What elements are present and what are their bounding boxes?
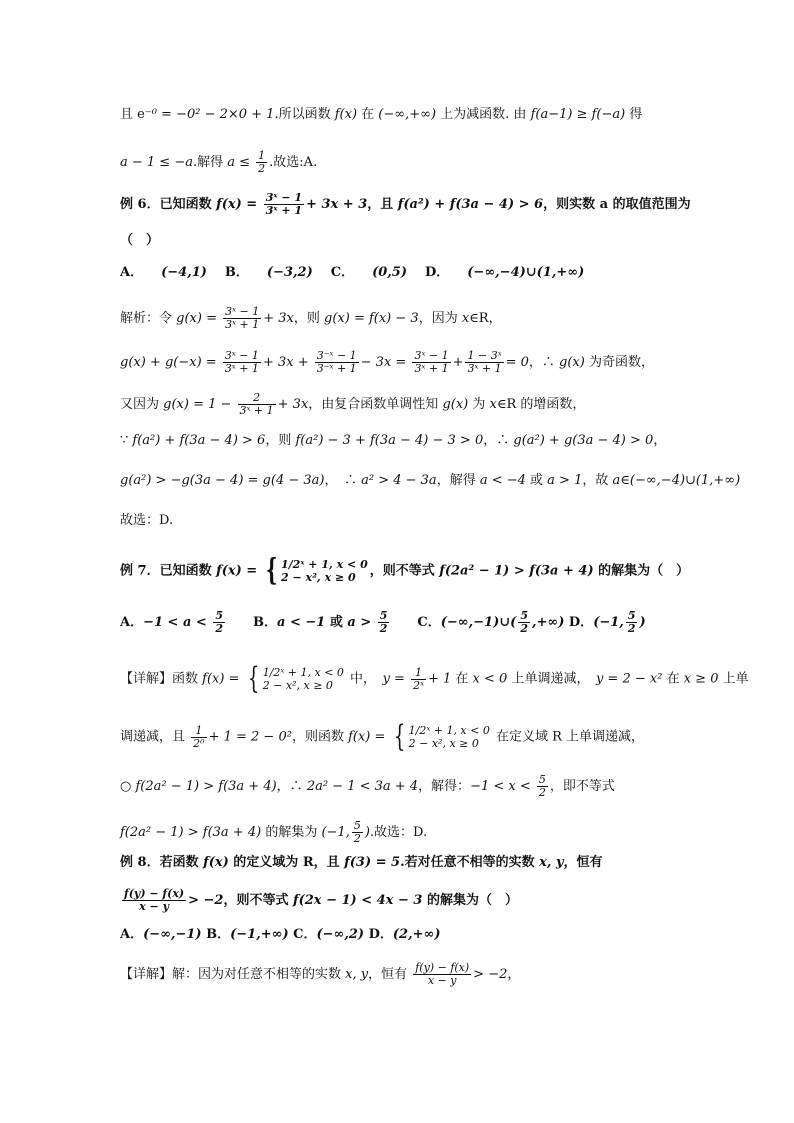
text-run: ，则不等式 xyxy=(369,563,440,579)
fraction xyxy=(191,725,206,750)
fraction xyxy=(537,774,548,799)
fraction-denominator: 2 xyxy=(627,622,636,635)
math-expression: − 3x = xyxy=(360,355,411,370)
fraction-denominator: 2 xyxy=(258,162,266,175)
fraction-numerator: 3ˣ − 1 xyxy=(225,305,260,318)
text-line-l11 xyxy=(120,512,173,530)
text-run: A． xyxy=(120,265,144,280)
text-run: ，解得 xyxy=(436,473,480,488)
text-run: ∵ xyxy=(120,433,133,448)
fraction-denominator: 3ˣ + 1 xyxy=(414,362,449,375)
math-expression: g(x) = 1 − xyxy=(163,397,236,412)
math-expression: −1 < x < xyxy=(470,779,535,794)
math-expression: a∈(−∞,−4)∪(1,+∞) xyxy=(612,473,741,488)
text-run: ，则 xyxy=(293,311,325,326)
math-expression: g(a²) + g(3a − 4) > 0 xyxy=(513,433,654,448)
text-run: 的解集为（ ） xyxy=(422,893,518,908)
fraction-denominator: 2⁰ xyxy=(193,736,205,750)
math-expression: f(x) = xyxy=(216,563,262,579)
fraction-numerator: 1 xyxy=(191,725,206,738)
text-line-l15 xyxy=(120,719,645,754)
text-line-l21 xyxy=(120,962,520,987)
fraction-numerator: 1 xyxy=(258,149,266,162)
fraction-denominator: 2 xyxy=(353,832,361,845)
math-expression: g(x) xyxy=(559,355,585,370)
fraction-denominator: 2 xyxy=(520,622,528,635)
text-run: A． xyxy=(120,615,144,630)
fraction-numerator: 5 xyxy=(627,609,636,622)
math-expression: > −2 xyxy=(188,893,224,908)
piecewise-case: 1/2ˣ + 1, x < 0 xyxy=(408,724,490,737)
math-expression: a < −4 xyxy=(479,473,526,488)
math-expression: f(x) xyxy=(203,855,229,870)
math-expression: f(x) xyxy=(334,107,358,122)
math-expression: (0,5) xyxy=(372,265,407,280)
math-expression: + 3x + 3 xyxy=(306,197,368,212)
math-expression: (−1, xyxy=(593,615,624,630)
text-run: 例 8．若函数 xyxy=(120,855,204,870)
text-run: D． xyxy=(564,615,594,630)
text-run: ，∴ xyxy=(528,355,560,370)
fraction-denominator: 3ˣ + 1 xyxy=(225,318,260,331)
fraction xyxy=(213,610,225,635)
math-expression: a − 1 ≤ −a xyxy=(120,155,193,170)
text-run: A． xyxy=(120,927,144,942)
text-run: .所以函数 xyxy=(274,107,335,122)
math-expression: f(2a² − 1) > f(3a + 4) xyxy=(120,825,262,840)
fraction xyxy=(264,192,304,217)
math-expression: (−1, xyxy=(321,825,350,840)
fraction-numerator: 5 xyxy=(520,609,528,622)
text-run: 在 xyxy=(662,671,684,687)
text-run: C． xyxy=(288,927,317,942)
math-expression: a > xyxy=(347,615,376,630)
fraction-denominator: x − y xyxy=(427,974,457,987)
fraction xyxy=(122,888,186,913)
piecewise-case: 2 − x², x ≥ 0 xyxy=(281,571,356,584)
math-expression: x, y xyxy=(539,855,564,870)
math-expression: x < 0 xyxy=(472,671,508,687)
math-expression: (−1,+∞) xyxy=(230,927,289,942)
text-run: 又因为 xyxy=(120,397,164,412)
piecewise-cases xyxy=(281,558,368,584)
text-line-l6 xyxy=(120,306,502,331)
fraction-denominator: 3⁻ˣ + 1 xyxy=(316,362,357,375)
fraction xyxy=(518,610,530,635)
text-run: ，解得： xyxy=(418,779,471,794)
fraction xyxy=(378,610,390,635)
text-run: .故选：D. xyxy=(369,825,428,840)
brace-icon: { xyxy=(247,661,259,696)
text-run: .故选:A. xyxy=(269,155,318,170)
math-expression: f(a−1) ≥ f(−a) xyxy=(530,107,626,122)
math-expression: 2a² − 1 < 3a + 4 xyxy=(306,779,419,794)
text-line-l19 xyxy=(120,888,518,913)
math-expression: x∈ xyxy=(461,311,479,326)
math-expression: f(3) = 5 xyxy=(344,855,401,870)
text-line-l13 xyxy=(120,610,646,635)
fraction-numerator: 1 − 3ˣ xyxy=(467,349,502,362)
math-expression: f(a²) − 3 + f(3a − 4) − 3 > 0 xyxy=(295,433,484,448)
text-run: R， xyxy=(478,311,502,326)
math-expression: ) xyxy=(639,615,646,630)
text-line-l8 xyxy=(120,392,585,417)
text-line-l7 xyxy=(120,350,654,375)
fraction xyxy=(626,610,638,635)
text-run: ，恒有 xyxy=(368,967,412,982)
fraction-numerator: f(y) − f(x) xyxy=(415,961,470,974)
text-run: ○ xyxy=(120,779,136,794)
math-expression: x, y xyxy=(345,967,369,982)
fraction-denominator: 2 xyxy=(215,622,223,635)
text-run: ，故 xyxy=(582,473,613,488)
text-run: C． xyxy=(330,265,355,280)
text-run: 上单 xyxy=(718,671,749,687)
fraction-denominator: 2 xyxy=(538,786,546,799)
text-run: 的解集为（ ） xyxy=(593,563,690,579)
text-run: 的解集为 xyxy=(261,825,322,840)
text-run: B． xyxy=(201,927,231,942)
fraction xyxy=(315,350,359,375)
text-run: 上为减函数. 由 xyxy=(436,107,531,122)
text-run: ，则 xyxy=(265,433,296,448)
fraction xyxy=(411,667,426,692)
piecewise-cases xyxy=(263,666,344,692)
text-line-l9 xyxy=(120,432,666,450)
fraction-denominator: 3ˣ + 1 xyxy=(224,362,259,375)
text-run: 故选：D. xyxy=(120,513,174,528)
text-run: 上单调递减， xyxy=(507,671,596,687)
math-expression: + xyxy=(452,355,464,370)
math-expression: a < −1 xyxy=(277,615,326,630)
text-run: ，∴ xyxy=(276,779,307,794)
math-expression: + 3x xyxy=(263,311,294,326)
math-expression: f(x) = xyxy=(216,197,262,212)
math-expression: (−∞,−4)∪(1,+∞) xyxy=(467,265,585,280)
math-expression: ( xyxy=(510,615,517,630)
math-expression: f(x) = xyxy=(202,671,244,687)
piecewise-case: 2 − x², x ≥ 0 xyxy=(408,737,479,750)
fraction-denominator: 2 xyxy=(379,622,388,635)
text-run: 或 xyxy=(525,473,548,488)
fraction-numerator: 5 xyxy=(379,609,388,622)
fraction xyxy=(352,820,363,845)
text-run: ，由复合函数单调性知 xyxy=(308,397,443,412)
math-expression: g(x) = f(x) − 3 xyxy=(324,311,419,326)
math-expression: f(2x − 1) < 4x − 3 xyxy=(293,893,423,908)
math-expression: y = xyxy=(382,671,410,687)
math-expression: g(x) = xyxy=(176,311,222,326)
math-expression: f(a²) + f(3a − 4) > 6 xyxy=(397,197,544,212)
fraction xyxy=(256,150,267,175)
text-run: B． xyxy=(227,615,277,630)
text-run: ，恒有 xyxy=(563,855,603,870)
text-run: ，∴ xyxy=(483,433,514,448)
fraction xyxy=(223,306,261,331)
text-run: B． xyxy=(224,265,249,280)
fraction-numerator: 5 xyxy=(215,609,223,622)
text-run: 在 xyxy=(357,107,379,122)
math-expression: (−∞,−1) xyxy=(143,927,202,942)
math-expression: f(a²) + f(3a − 4) > 6 xyxy=(132,433,266,448)
fraction xyxy=(223,350,261,375)
text-run: 【详解】解：因为对任意不相等的实数 xyxy=(120,967,346,982)
text-run: 在 xyxy=(451,671,473,687)
fraction-numerator: 3ˣ − 1 xyxy=(224,349,259,362)
math-expression: + 1 = 2 − 0² xyxy=(208,729,292,745)
text-line-l20 xyxy=(120,926,441,944)
math-expression: + 1 xyxy=(427,671,452,687)
text-run: 【详解】函数 xyxy=(120,671,203,687)
math-expression: y = 2 − x² xyxy=(595,671,663,687)
fraction-numerator: 1 xyxy=(411,667,426,680)
math-expression: x ≥ 0 xyxy=(683,671,719,687)
math-expression: (−∞,−1)∪ xyxy=(440,615,511,630)
text-run: .解得 xyxy=(192,155,228,170)
fraction-denominator: 3ˣ + 1 xyxy=(239,404,274,417)
math-expression: ,+∞) xyxy=(531,615,565,630)
text-line-l12 xyxy=(120,553,690,588)
text-run: 得 xyxy=(625,107,643,122)
piecewise-case: 1/2ˣ + 1, x < 0 xyxy=(281,558,368,571)
text-run: （ ） xyxy=(120,233,160,248)
math-expression: (−∞,+∞) xyxy=(378,107,437,122)
text-run: D． xyxy=(364,927,393,942)
fraction xyxy=(412,350,450,375)
text-run: .若对任意不相等的实数 xyxy=(400,855,540,870)
math-expression: g(a²) > −g(3a − 4) = g(4 − 3a) xyxy=(120,473,325,488)
fraction-numerator: 5 xyxy=(538,773,546,786)
text-line-l4 xyxy=(120,232,159,250)
math-expression: ⁻⁰ = −0² − 2×0 + 1 xyxy=(144,107,275,122)
text-run: ， xyxy=(507,967,521,982)
math-expression: (−4,1) xyxy=(161,265,207,280)
brace-icon: { xyxy=(265,553,278,588)
fraction-numerator: 3ˣ − 1 xyxy=(414,349,449,362)
text-run: C． xyxy=(391,615,441,630)
math-expression: (−∞,2) xyxy=(316,927,365,942)
text-line-l16 xyxy=(120,774,615,799)
math-expression: f(2a² − 1) > f(3a + 4) xyxy=(135,779,277,794)
text-run: 且 e xyxy=(120,107,145,122)
math-expression: f(x) = xyxy=(348,729,390,745)
brace-icon: { xyxy=(393,719,405,754)
piecewise-case: 2 − x², x ≥ 0 xyxy=(262,679,333,692)
math-expression: g(x) xyxy=(442,397,469,412)
math-expression: a² > 4 − 3a xyxy=(361,473,437,488)
fraction-numerator: f(y) − f(x) xyxy=(124,887,185,900)
text-run: 解析：令 xyxy=(120,311,177,326)
text-run: 调递减，且 xyxy=(120,729,190,745)
fraction xyxy=(413,962,471,987)
fraction-numerator: 5 xyxy=(353,819,361,832)
fraction-denominator: 3ˣ + 1 xyxy=(467,362,502,375)
text-line-l3 xyxy=(120,192,691,217)
text-line-l2 xyxy=(120,150,317,175)
fraction-denominator: 3ˣ + 1 xyxy=(265,204,303,217)
text-line-l14 xyxy=(120,661,749,696)
math-expression: (−3,2) xyxy=(266,265,313,280)
math-expression: −1 < a < xyxy=(143,615,212,630)
text-run: 中， xyxy=(345,671,383,687)
math-expression: x∈ xyxy=(489,397,507,412)
math-expression: ) xyxy=(364,825,370,840)
piecewise-case: 1/2ˣ + 1, x < 0 xyxy=(262,666,344,679)
text-run: ， ∴ xyxy=(324,473,362,488)
fraction-denominator: x − y xyxy=(139,900,169,913)
text-run: ，则不等式 xyxy=(223,893,293,908)
math-expression: > −2 xyxy=(473,967,508,982)
text-line-l17 xyxy=(120,820,427,845)
fraction xyxy=(238,392,276,417)
text-run: ，则函数 xyxy=(291,729,349,745)
math-expression: + 3x xyxy=(277,397,309,412)
text-run: ，则实数 a 的取值范围为 xyxy=(543,197,691,212)
text-run: R 的增函数， xyxy=(506,397,586,412)
text-run: ，即不等式 xyxy=(549,779,615,794)
math-expression: f(2a² − 1) > f(3a + 4) xyxy=(439,563,594,579)
fraction-numerator: 3⁻ˣ − 1 xyxy=(316,349,357,362)
text-run: 为 xyxy=(468,397,490,412)
math-expression: a ≤ xyxy=(227,155,255,170)
text-run: ， xyxy=(653,433,667,448)
text-run: ，且 xyxy=(367,197,398,212)
text-run: 在定义域 R 上单调递减， xyxy=(491,729,645,745)
text-line-l5 xyxy=(120,264,584,282)
fraction-numerator: 3ˣ − 1 xyxy=(265,191,303,204)
fraction-numerator: 2 xyxy=(238,392,276,405)
text-line-l10 xyxy=(120,472,740,490)
text-run: 或 xyxy=(325,615,348,630)
math-expression: a > 1 xyxy=(547,473,583,488)
fraction xyxy=(465,350,503,375)
text-run: 为奇函数， xyxy=(584,355,654,370)
math-expression: + 3x + xyxy=(262,355,313,370)
text-run: D． xyxy=(425,265,450,280)
text-run: 例 7．已知函数 xyxy=(120,563,217,579)
math-expression: (2,+∞) xyxy=(392,927,441,942)
math-expression: g(x) + g(−x) = xyxy=(120,355,221,370)
fraction-denominator: 2ˣ xyxy=(413,678,424,692)
text-run: ，因为 xyxy=(418,311,462,326)
text-run: 例 6．已知函数 xyxy=(120,197,217,212)
piecewise-cases xyxy=(409,724,490,750)
text-run: 的定义域为 R，且 xyxy=(228,855,345,870)
text-line-l1 xyxy=(120,106,642,124)
text-line-l18 xyxy=(120,854,603,872)
math-expression: = 0 xyxy=(505,355,529,370)
